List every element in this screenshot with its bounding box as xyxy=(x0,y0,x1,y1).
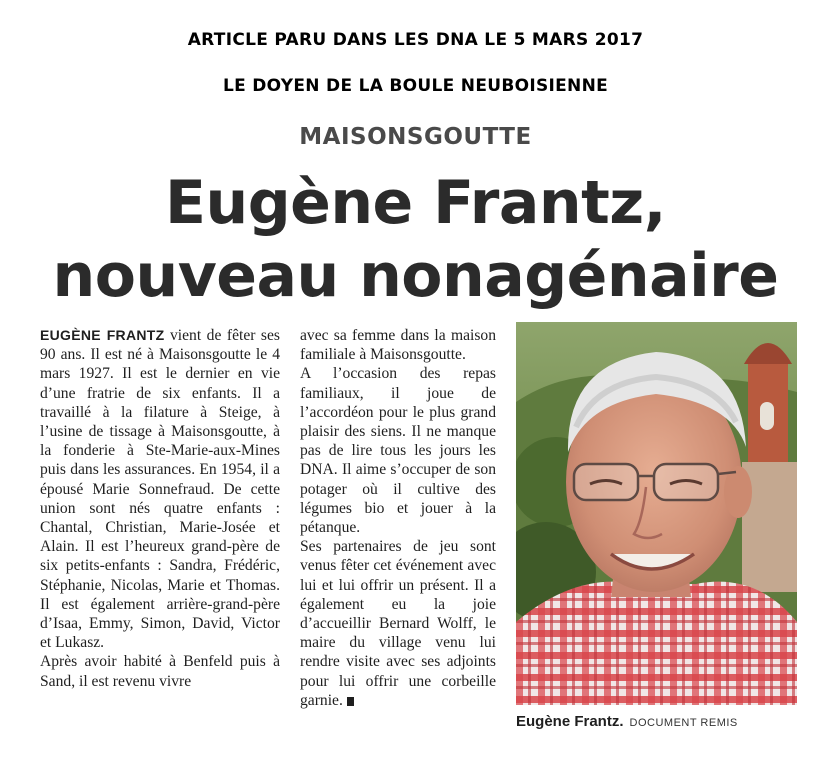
paragraph-2: Après avoir habité à Benfeld puis à Sand, il est revenu vivre xyxy=(40,653,280,690)
portrait-photo xyxy=(516,322,797,705)
paragraph-3: A l’occasion des repas familiaux, il joue de l’accordéon pour le plus grand plaisir des siens. Il ne manque pas de lire tous les jours les DNA. Il aime s’occuper de son potager où il cultive des légumes bio et jouer à la pétanque. xyxy=(300,365,496,537)
paragraph-4 xyxy=(300,537,496,710)
paragraph-2-cont: avec sa femme dans la maison familiale à Maisonsgoutte. xyxy=(300,327,496,364)
article-source-header: ARTICLE PARU DANS LES DNA LE 5 MARS 2017 xyxy=(187,30,644,50)
article-subtitle-header: LE DOYEN DE LA BOULE NEUBOISIENNE xyxy=(222,76,609,96)
photo-caption xyxy=(516,713,816,731)
lead-name: EUGÈNE FRANTZ xyxy=(40,327,165,343)
article-column-2 xyxy=(300,326,496,710)
portrait-illustration xyxy=(516,322,797,705)
paragraph-1-text: vient de fêter ses 90 ans. Il est né à Maisonsgoutte le 4 mars 1927. Il est le dernier en vie d’une fratrie de six enfants. Il a travaillé à la filature à Steige, à l’usine de tissage à Maisonsgoutte, à la fonderie à Ste-Marie-aux-Mines puis dans les assurances. En 1954, il a épousé Marie Sonnefraud. De cette union sont nés quatre enfants : Chantal, Christian, Marie-Josée et Alain. Il est l’heureux grand-père de six petits-enfants : Sandra, Frédéric, Stéphanie, Nicolas, Marie et Thomas. Il est également arrière-grand-père d’Isaa, Emmy, Simon, David, Victor et Lukasz. xyxy=(40,327,280,652)
paragraph-1 xyxy=(40,326,280,652)
article-kicker: MAISONSGOUTTE xyxy=(299,124,532,150)
caption-name: Eugène Frantz. xyxy=(516,713,624,730)
end-mark-icon xyxy=(347,697,354,706)
caption-credit: DOCUMENT REMIS xyxy=(629,717,738,729)
article-column-1 xyxy=(40,326,280,691)
headline-line-2: nouveau nonagénaire xyxy=(52,241,779,311)
paragraph-4-text: Ses partenaires de jeu sont venus fêter cet événement avec lui et lui offrir un présent. Il a également eu la joie d’accueillir Bernard Wolff, le maire du village venu lui rendre visite avec ses adjoints pour lui offrir une corbeille garnie. xyxy=(300,538,496,709)
headline-line-1: Eugène Frantz, xyxy=(165,168,666,238)
